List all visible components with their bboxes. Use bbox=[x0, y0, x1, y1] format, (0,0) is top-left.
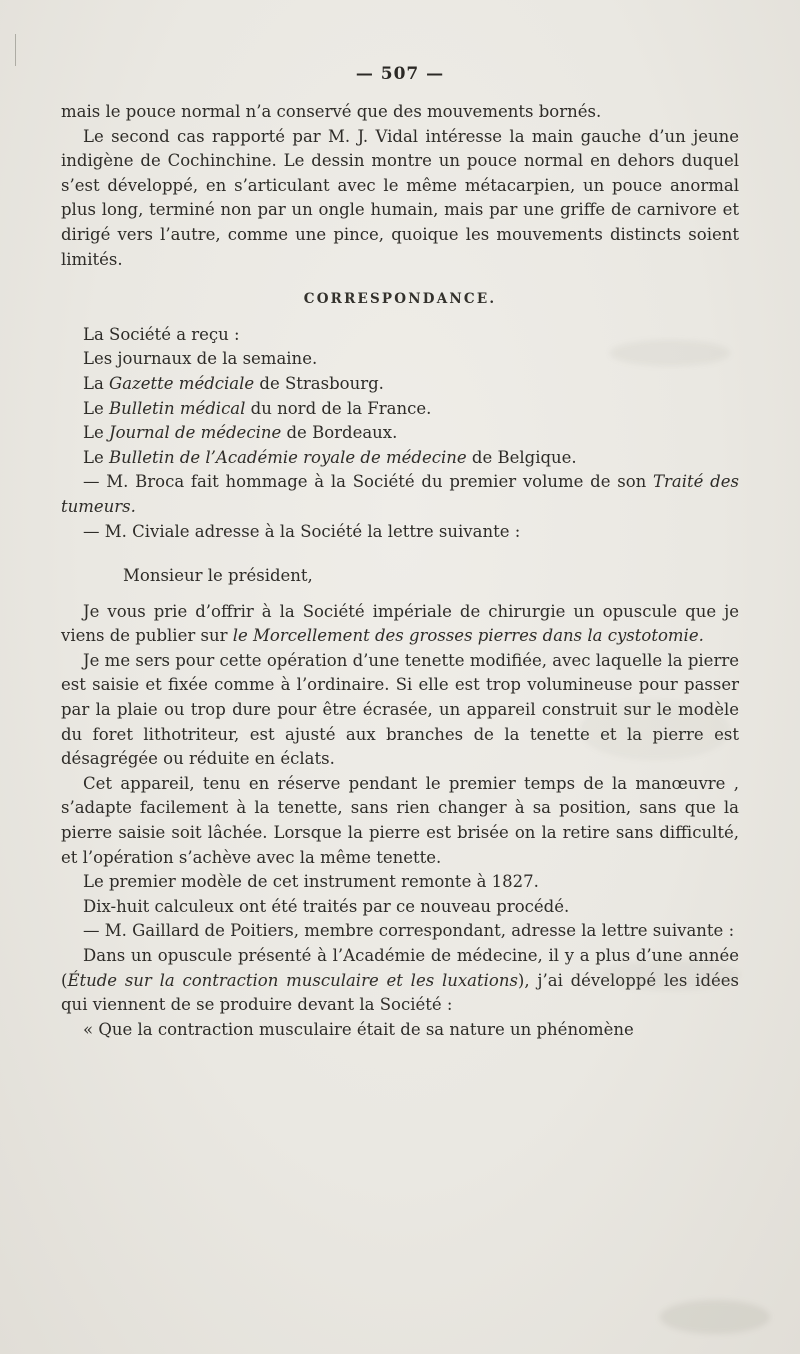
text-run: ), j’ai développé les idées qui viennent de se produire devant la Société : bbox=[61, 970, 739, 1015]
text-run: — M. Gaillard de Poitiers, membre correspondant, adresse la lettre suivante : bbox=[83, 921, 735, 941]
text-run: Les journaux de la semaine. bbox=[83, 349, 318, 369]
text-run: Cet appareil, tenu en réserve pendant le premier temps de la manœuvre , s’adapte facilement à la tenette, sans rien changer à sa position, sans que la pierre saisie soit lâchée. Lorsque la pierre est brisée on la retire sans difficulté, et l’opération s’achève avec la même tenette. bbox=[61, 773, 739, 867]
text-run: La Société a reçu : bbox=[83, 324, 240, 344]
paragraph bbox=[61, 446, 739, 471]
text-run: Le bbox=[83, 398, 109, 418]
text-run: Le bbox=[83, 447, 109, 467]
text-run: Je me sers pour cette opération d’une tenette modifiée, avec laquelle la pierre est saisie et fixée comme à l’ordinaire. Si elle est trop volumineuse pour passer par la plaie ou trop dure pour être écrasée, un appareil construit sur le modèle du foret lithotriteur, est ajusté aux branches de la tenette et la pierre est désagrégée ou réduite en éclats. bbox=[61, 650, 739, 769]
paragraph bbox=[61, 600, 739, 649]
paragraph bbox=[61, 520, 739, 545]
italic-text-run: Gazette médciale bbox=[109, 373, 255, 393]
text-run: Le premier modèle de cet instrument remonte à 1827. bbox=[83, 872, 539, 892]
text-run: « Que la contraction musculaire était de sa nature un phénomène bbox=[83, 1019, 634, 1039]
text-run: Je vous prie d’offrir à la Société impériale de chirurgie un opuscule que je viens de publier sur bbox=[61, 601, 739, 646]
paragraph bbox=[61, 944, 739, 1018]
scan-smudge bbox=[660, 1300, 770, 1334]
text-run: La bbox=[83, 373, 110, 393]
page-text bbox=[61, 100, 739, 1042]
section-heading bbox=[61, 287, 739, 312]
paragraph bbox=[61, 125, 739, 273]
paragraph bbox=[61, 421, 739, 446]
italic-text-run: Journal de médecine bbox=[108, 423, 282, 443]
text-run: de Strasbourg. bbox=[254, 373, 384, 393]
text-run: Monsieur le président, bbox=[123, 566, 313, 586]
text-run: Dix-huit calculeux ont été traités par ce nouveau procédé. bbox=[83, 896, 570, 916]
text-run: Le bbox=[83, 423, 109, 443]
scan-edge-artifact bbox=[15, 34, 16, 66]
text-run: mais le pouce normal n’a conservé que des mouvements bornés. bbox=[61, 102, 602, 121]
paragraph bbox=[61, 895, 739, 920]
paragraph bbox=[61, 919, 739, 944]
paragraph bbox=[61, 323, 739, 348]
text-run: du nord de la France. bbox=[245, 398, 432, 418]
italic-text-run: Bulletin de l’Académie royale de médecine bbox=[108, 447, 467, 467]
text-run: Dans un opuscule présenté à l’Académie de médecine, il y a plus d’une année ( bbox=[61, 946, 739, 990]
text-run: CORRESPONDANCE. bbox=[303, 291, 497, 308]
salutation-line bbox=[61, 564, 739, 589]
page-number: — 507 — bbox=[355, 64, 445, 84]
italic-text-run: le Morcellement des grosses pierres dans la cystotomie. bbox=[232, 626, 704, 646]
paragraph bbox=[61, 397, 739, 422]
text-run: de Bordeaux. bbox=[281, 423, 398, 443]
paragraph bbox=[61, 772, 739, 870]
italic-text-run: Traité des tumeurs. bbox=[61, 472, 739, 516]
text-run: — M. Civiale adresse à la Société la lettre suivante : bbox=[83, 521, 521, 541]
paragraph bbox=[61, 649, 739, 772]
paragraph bbox=[61, 100, 739, 125]
paragraph bbox=[61, 1018, 739, 1043]
italic-text-run: Étude sur la contraction musculaire et les luxations bbox=[67, 970, 518, 990]
paragraph bbox=[61, 347, 739, 372]
paragraph bbox=[61, 372, 739, 397]
text-run: de Belgique. bbox=[466, 447, 577, 467]
paragraph bbox=[61, 870, 739, 895]
italic-text-run: Bulletin médical bbox=[108, 398, 246, 418]
text-run: — M. Broca fait hommage à la Société du premier volume de son bbox=[83, 472, 654, 492]
paragraph bbox=[61, 470, 739, 519]
text-run: Le second cas rapporté par M. J. Vidal intéresse la main gauche d’un jeune indigène de Cochinchine. Le dessin montre un pouce normal en dehors duquel s’est développé, en s’articulant avec le même métacarpien, un pouce anormal plus long, terminé non par un ongle humain, mais par une griffe de carnivore et dirigé vers l’autre, comme une pince, quoique les mouvements distincts soient limités. bbox=[61, 126, 739, 269]
